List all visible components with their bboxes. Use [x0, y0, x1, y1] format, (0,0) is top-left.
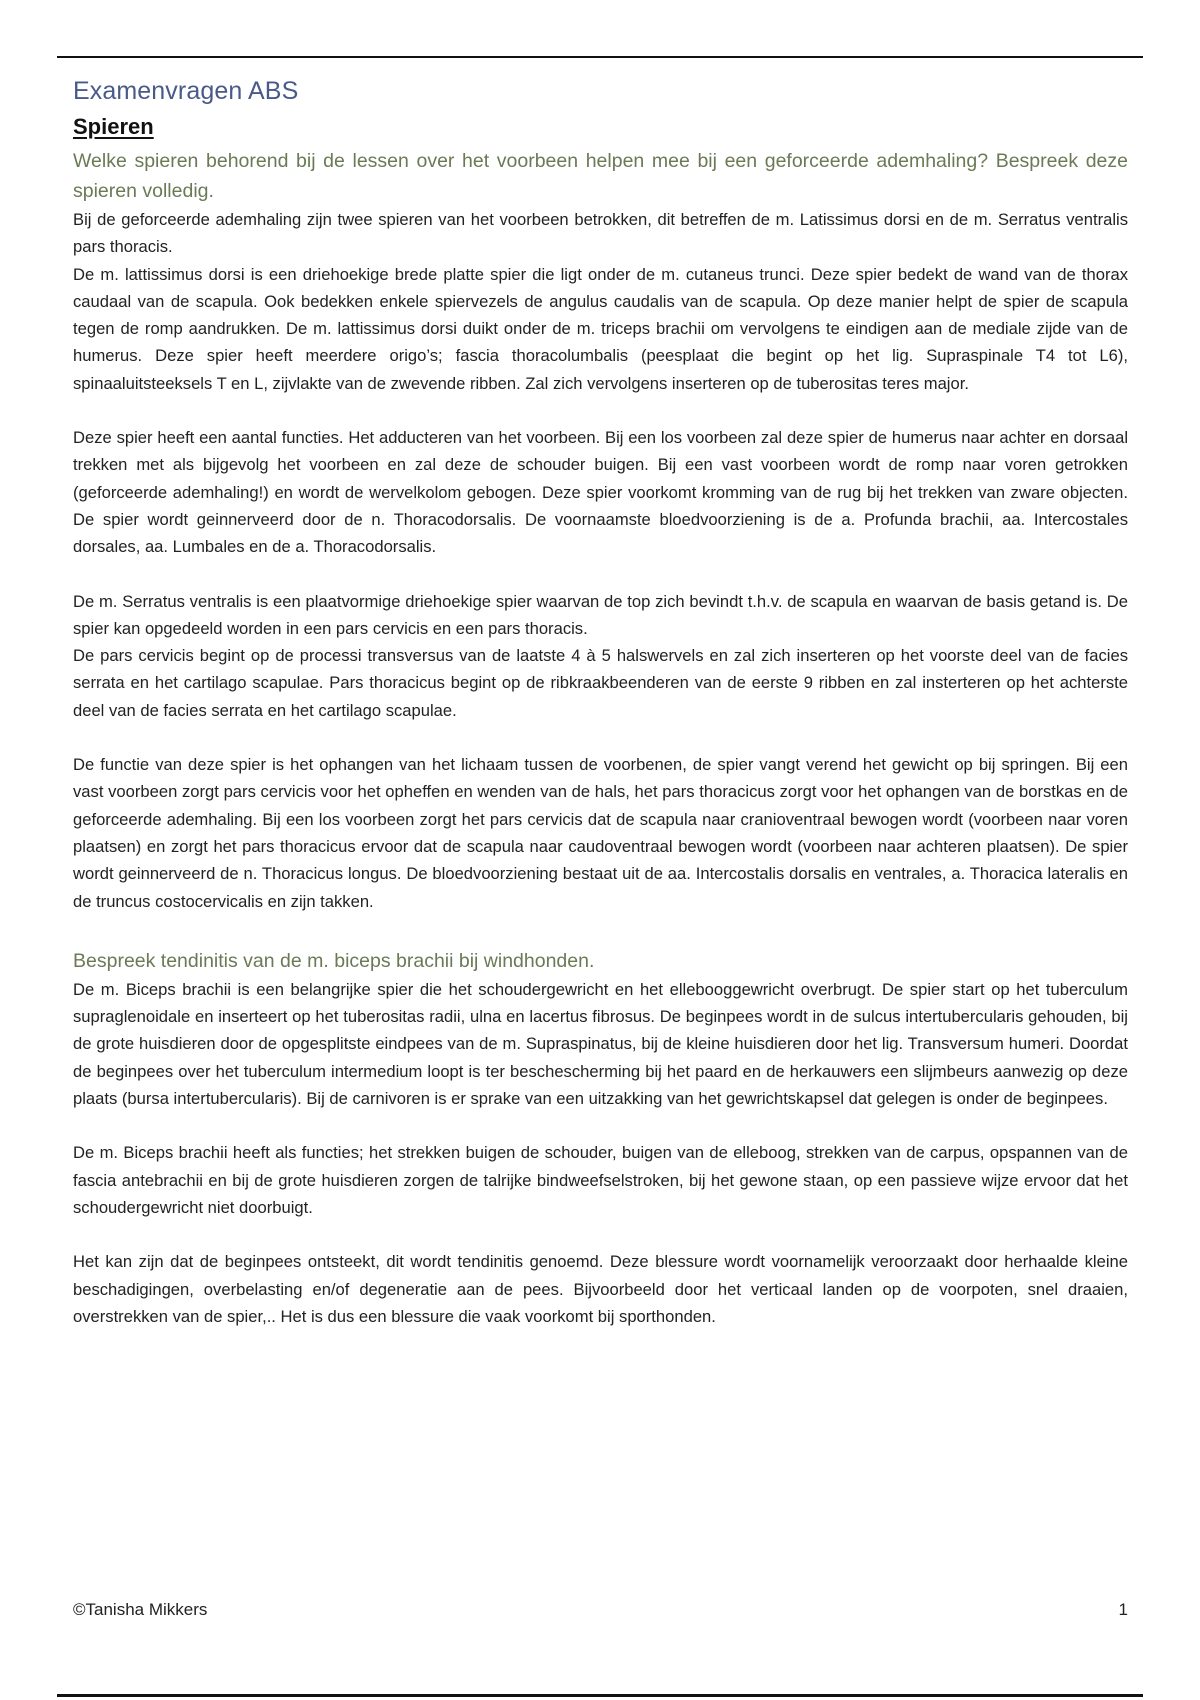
answer-paragraph: De m. Biceps brachii is een belangrijke spier die het schoudergewricht en het ellebooggewricht overbrugt. De spier start op het tuberculum supraglenoidale en inserteert op het tuberositas radii, ulna en lacertus fibrosus. De beginpees wordt in de sulcus intertubercularis gehouden, bij de grote huisdieren door de opgesplitste eindpees van de m. Supraspinatus, bij de kleine huisdieren door het lig. Transversum humeri. Doordat de beginpees over het tuberculum intermedium loopt is ter beschescherming bij het paard en de herkauwers een slijmbeurs aanwezig op deze plaats (bursa intertubercularis). Bij de carnivoren is er sprake van een uitzakking van het gewrichtskapsel dat gelegen is onder de beginpees.	[73, 979, 1128, 1109]
paragraph-spacer	[73, 397, 1128, 424]
paragraph-spacer	[73, 915, 1128, 942]
bottom-rule	[57, 1694, 1143, 1697]
footer-author: ©Tanisha Mikkers	[73, 1600, 208, 1619]
answer-paragraph: De functie van deze spier is het ophangen van het lichaam tussen de voorbenen, de spier vangt verend het gewicht op bij springen. Bij een vast voorbeen zorgt pars cervicis voor het opheffen en wenden van de hals, het pars thoracicus zorgt voor het ophangen van de borstkas en de geforceerde ademhaling. Bij een los voorbeen zorgt het pars cervicis dat de scapula naar cranioventraal bewogen wordt (voorbeen naar voren plaatsen) en zorgt het pars thoracicus ervoor dat de scapula naar caudoventraal bewogen wordt (voorbeen naar achteren plaatsen). De spier wordt geinnerveerd de n. Thoracicus longus. De bloedvoorziening bestaat uit de aa. Intercostalis dorsalis en ventrales, a. Thoracica lateralis en de truncus costocervicalis en zijn takken.	[73, 755, 1128, 911]
paragraph-spacer	[73, 561, 1128, 588]
document-title: Examenvragen ABS	[73, 77, 299, 105]
document-page	[73, 74, 1128, 1330]
answer-paragraph: Het kan zijn dat de beginpees ontsteekt, dit wordt tendinitis genoemd. Deze blessure wordt voornamelijk veroorzaakt door herhaalde kleine beschadigingen, overbelasting en/of degeneratie aan de pees. Bijvoorbeeld door het verticaal landen op de voorpoten, snel draaien, overstrekken van de spier,.. Het is dus een blessure die vaak voorkomt bij sporthonden.	[73, 1252, 1128, 1326]
answer-paragraph: De m. Biceps brachii heeft als functies; het strekken buigen de schouder, buigen van de elleboog, strekken van de carpus, opspannen van de fascia antebrachii en bij de grote huisdieren zorgen de talrijke bindweefselstroken, bij het gewone staan, op een passieve wijze ervoor dat het schoudergewricht niet doorbuigt.	[73, 1143, 1128, 1217]
section-heading: Spieren	[73, 114, 154, 139]
answer-paragraph: De m. Serratus ventralis is een plaatvormige driehoekige spier waarvan de top zich bevindt t.h.v. de scapula en waarvan de basis getand is. De spier kan opgedeeld worden in een pars cervicis en een pars thoracis.	[73, 591, 1128, 638]
paragraph-spacer	[73, 1112, 1128, 1139]
paragraph-spacer	[73, 1221, 1128, 1248]
page-footer	[73, 1600, 1128, 1620]
top-rule	[57, 56, 1143, 58]
answer-paragraph: Bij de geforceerde ademhaling zijn twee spieren van het voorbeen betrokken, dit betreffen de m. Latissimus dorsi en de m. Serratus ventralis pars thoracis.	[73, 210, 1128, 257]
answer-paragraph: De m. lattissimus dorsi is een driehoekige brede platte spier die ligt onder de m. cutaneus trunci. Deze spier bedekt de wand van de thorax caudaal van de scapula. Ook bedekken enkele spiervezels de angulus caudalis van de scapula. Op deze manier helpt de spier de scapula tegen de romp aandrukken. De m. lattissimus dorsi duikt onder de m. triceps brachii om vervolgens te eindigen aan de mediale zijde van de humerus. Deze spier heeft meerdere origo’s; fascia thoracolumbalis (peesplaat die begint op het lig. Supraspinale T4 tot L6), spinaaluitsteeksels T en L, zijvlakte van de zwevende ribben. Zal zich vervolgens inserteren op de tuberositas teres major.	[73, 264, 1128, 393]
question-1: Welke spieren behorend bij de lessen over het voorbeen helpen mee bij een geforceerde ademhaling? Bespreek deze spieren volledig.	[73, 150, 1128, 202]
page-number: 1	[1118, 1600, 1128, 1619]
question-2: Bespreek tendinitis van de m. biceps brachii bij windhonden.	[73, 949, 595, 972]
answer-paragraph: Deze spier heeft een aantal functies. Het adducteren van het voorbeen. Bij een los voorbeen zal deze spier de humerus naar achter en dorsaal trekken met als bijgevolg het voorbeen en zal deze de schouder buigen. Bij een vast voorbeen wordt de romp naar voren getrokken (geforceerde ademhaling!) en wordt de wervelkolom gebogen. Deze spier voorkomt kromming van de rug bij het trekken van zware objecten. De spier wordt geinnerveerd door de n. Thoracodorsalis. De voornaamste bloedvoorziening is de a. Profunda brachii, aa. Intercostales dorsales, aa. Lumbales en de a. Thoracodorsalis.	[73, 428, 1128, 557]
answer-paragraph: De pars cervicis begint op de processi transversus van de laatste 4 à 5 halswervels en zal zich inserteren op het voorste deel van de facies serrata en het cartilago scapulae. Pars thoracicus begint op de ribkraakbeenderen van de eerste 9 ribben en zal insterteren op het achterste deel van de facies serrata en het cartilago scapulae.	[73, 646, 1128, 720]
paragraph-spacer	[73, 724, 1128, 751]
